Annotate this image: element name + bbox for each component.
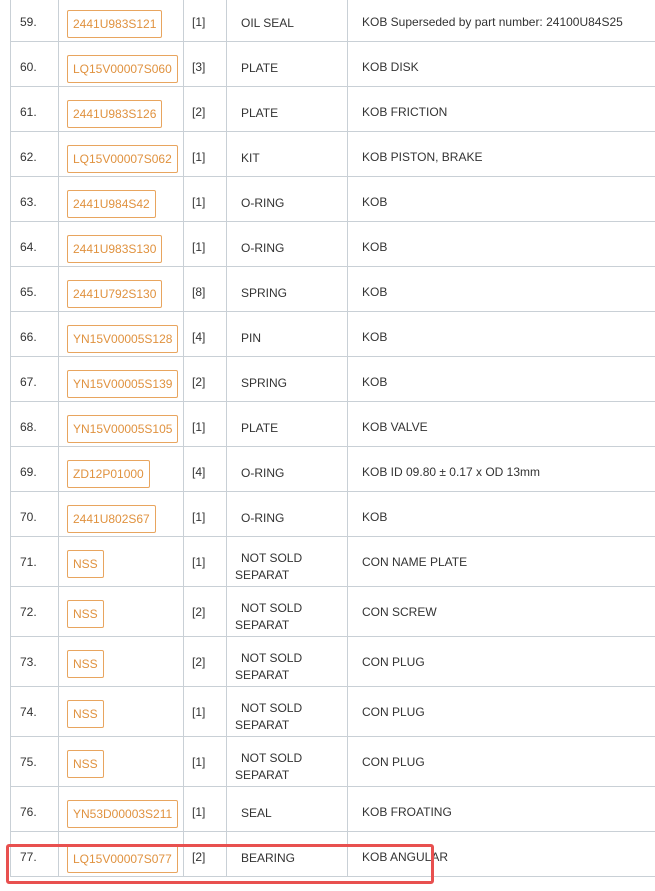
part-description: KOB: [348, 222, 655, 267]
item-number: 61.: [11, 87, 59, 132]
part-number-link[interactable]: 2441U792S130: [67, 280, 162, 308]
table-row: [11, 267, 655, 312]
quantity: [4]: [184, 312, 227, 357]
quantity: [1]: [184, 0, 227, 42]
part-description: KOB: [348, 492, 655, 537]
part-number-link[interactable]: YN15V00005S128: [67, 325, 178, 353]
part-number-link[interactable]: YN15V00005S139: [67, 370, 178, 398]
table-row: [11, 0, 655, 42]
part-number-link[interactable]: LQ15V00007S060: [67, 55, 178, 83]
part-number-link[interactable]: LQ15V00007S077: [67, 845, 178, 873]
table-row: [11, 637, 655, 687]
quantity: [2]: [184, 87, 227, 132]
item-number: 68.: [11, 402, 59, 447]
part-description: KOB DISK: [348, 42, 655, 87]
part-name: [227, 637, 348, 687]
part-name: [227, 687, 348, 737]
part-number-link[interactable]: ZD12P01000: [67, 460, 150, 488]
part-name-line2: SEPARAT: [235, 618, 290, 632]
item-number: 64.: [11, 222, 59, 267]
quantity: [1]: [184, 537, 227, 587]
part-name: [227, 737, 348, 787]
part-description: KOB PISTON, BRAKE: [348, 132, 655, 177]
part-description: KOB ANGULAR: [348, 832, 655, 877]
quantity: [4]: [184, 447, 227, 492]
part-name-line1: NOT SOLD: [241, 651, 303, 665]
part-number-link[interactable]: 2441U984S42: [67, 190, 156, 218]
part-description: KOB: [348, 177, 655, 222]
part-number-link[interactable]: NSS: [67, 600, 104, 628]
part-description: KOB: [348, 312, 655, 357]
part-description: KOB Superseded by part number: 24100U84S25: [348, 0, 655, 42]
part-name-line1: NOT SOLD: [241, 701, 303, 715]
part-description: CON PLUG: [348, 637, 655, 687]
part-name: SPRING: [227, 267, 348, 312]
table-row: [11, 537, 655, 587]
part-number-link[interactable]: NSS: [67, 650, 104, 678]
part-name: PIN: [227, 312, 348, 357]
quantity: [1]: [184, 492, 227, 537]
table-row: [11, 312, 655, 357]
part-name-line1: NOT SOLD: [241, 551, 303, 565]
quantity: [1]: [184, 132, 227, 177]
part-name: KIT: [227, 132, 348, 177]
part-name: PLATE: [227, 402, 348, 447]
table-row: [11, 87, 655, 132]
part-number-link[interactable]: 2441U983S121: [67, 10, 162, 38]
quantity: [1]: [184, 222, 227, 267]
part-name: PLATE: [227, 42, 348, 87]
table-row: [11, 222, 655, 267]
part-number-link[interactable]: 2441U983S126: [67, 100, 162, 128]
part-number-link[interactable]: YN15V00005S105: [67, 415, 178, 443]
quantity: [2]: [184, 832, 227, 877]
part-name: OIL SEAL: [227, 0, 348, 42]
table-row: [11, 42, 655, 87]
item-number: 67.: [11, 357, 59, 402]
table-row: [11, 587, 655, 637]
table-row: [11, 492, 655, 537]
item-number: 76.: [11, 787, 59, 832]
part-description: CON PLUG: [348, 687, 655, 737]
table-row: [11, 737, 655, 787]
table-row: [11, 402, 655, 447]
part-number-link[interactable]: NSS: [67, 700, 104, 728]
part-name-line2: SEPARAT: [235, 768, 290, 782]
part-description: KOB FRICTION: [348, 87, 655, 132]
part-description: CON SCREW: [348, 587, 655, 637]
table-row: [11, 787, 655, 832]
part-number-link[interactable]: YN53D00003S211: [67, 800, 178, 828]
quantity: [1]: [184, 737, 227, 787]
part-number-link[interactable]: 2441U802S67: [67, 505, 156, 533]
item-number: 65.: [11, 267, 59, 312]
part-name-line2: SEPARAT: [235, 568, 290, 582]
part-name: [227, 587, 348, 637]
item-number: 71.: [11, 537, 59, 587]
part-description: KOB VALVE: [348, 402, 655, 447]
item-number: 69.: [11, 447, 59, 492]
part-name: SEAL: [227, 787, 348, 832]
item-number: 60.: [11, 42, 59, 87]
part-name: SPRING: [227, 357, 348, 402]
item-number: 77.: [11, 832, 59, 877]
part-description: CON PLUG: [348, 737, 655, 787]
item-number: 59.: [11, 0, 59, 42]
part-name: O-RING: [227, 492, 348, 537]
part-name-line1: NOT SOLD: [241, 601, 303, 615]
item-number: 66.: [11, 312, 59, 357]
table-row: [11, 687, 655, 737]
part-name-line1: NOT SOLD: [241, 751, 303, 765]
item-number: 70.: [11, 492, 59, 537]
quantity: [1]: [184, 402, 227, 447]
part-number-link[interactable]: LQ15V00007S062: [67, 145, 178, 173]
quantity: [1]: [184, 787, 227, 832]
table-row: [11, 132, 655, 177]
quantity: [3]: [184, 42, 227, 87]
part-name: O-RING: [227, 222, 348, 267]
item-number: 75.: [11, 737, 59, 787]
parts-table: [10, 0, 655, 877]
part-number-link[interactable]: 2441U983S130: [67, 235, 162, 263]
part-description: KOB: [348, 267, 655, 312]
part-name: PLATE: [227, 87, 348, 132]
item-number: 72.: [11, 587, 59, 637]
quantity: [2]: [184, 357, 227, 402]
table-row: [11, 832, 655, 877]
part-description: KOB ID 09.80 ± 0.17 x OD 13mm: [348, 447, 655, 492]
part-name: O-RING: [227, 447, 348, 492]
table-row: [11, 447, 655, 492]
part-description: KOB: [348, 357, 655, 402]
part-name: BEARING: [227, 832, 348, 877]
quantity: [8]: [184, 267, 227, 312]
part-name: O-RING: [227, 177, 348, 222]
part-name-line2: SEPARAT: [235, 668, 290, 682]
quantity: [1]: [184, 177, 227, 222]
item-number: 74.: [11, 687, 59, 737]
table-row: [11, 177, 655, 222]
part-description: CON NAME PLATE: [348, 537, 655, 587]
quantity: [2]: [184, 587, 227, 637]
quantity: [1]: [184, 687, 227, 737]
part-name: [227, 537, 348, 587]
table-row: [11, 357, 655, 402]
item-number: 73.: [11, 637, 59, 687]
item-number: 62.: [11, 132, 59, 177]
part-number-link[interactable]: NSS: [67, 750, 104, 778]
part-description: KOB FROATING: [348, 787, 655, 832]
part-number-link[interactable]: NSS: [67, 550, 104, 578]
quantity: [2]: [184, 637, 227, 687]
part-name-line2: SEPARAT: [235, 718, 290, 732]
item-number: 63.: [11, 177, 59, 222]
